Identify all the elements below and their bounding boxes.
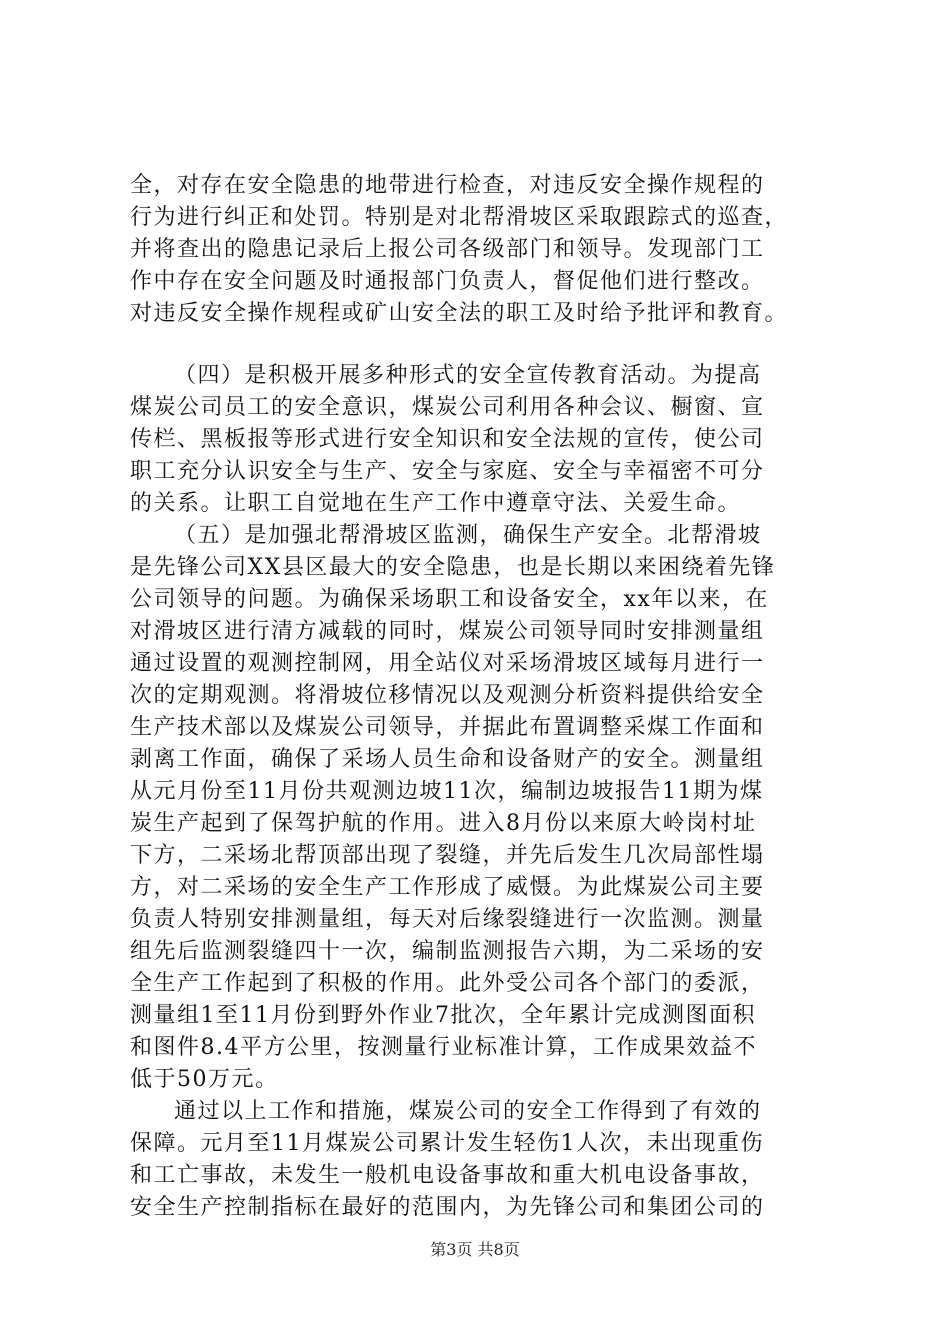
text-line: 炭生产起到了保驾护航的作用。进入8月份以来原大岭岗村址 bbox=[130, 811, 757, 836]
paragraph-gap bbox=[130, 330, 838, 360]
text-line: 煤炭公司员工的安全意识，煤炭公司利用各种会议、橱窗、宣 bbox=[130, 395, 765, 420]
text-line: 生产技术部以及煤炭公司领导，并据此布置调整采煤工作面和 bbox=[130, 715, 765, 740]
text-line: 保障。元月至11月煤炭公司累计发生轻伤1人次，未出现重伤 bbox=[130, 1131, 764, 1156]
text-line: 是先锋公司XX县区最大的安全隐患，也是长期以来困绕着先锋 bbox=[130, 555, 776, 580]
text-line: （五）是加强北帮滑坡区监测，确保生产安全。北帮滑坡 bbox=[174, 523, 762, 548]
text-line: 负责人特别安排测量组，每天对后缘裂缝进行一次监测。测量 bbox=[130, 907, 765, 932]
text-line: 次的定期观测。将滑坡位移情况以及观测分析资料提供给安全 bbox=[130, 683, 765, 708]
text-line: 和工亡事故，未发生一般机电设备事故和重大机电设备事故， bbox=[130, 1163, 765, 1188]
text-line: 公司领导的问题。为确保采场职工和设备安全，xx年以来，在 bbox=[130, 587, 769, 612]
text-line: 职工充分认识安全与生产、安全与家庭、安全与幸福密不可分 bbox=[130, 459, 765, 484]
text-line: 剥离工作面，确保了采场人员生命和设备财产的安全。测量组 bbox=[130, 747, 765, 772]
text-line: （四）是积极开展多种形式的安全宣传教育活动。为提高 bbox=[174, 363, 762, 388]
text-line: 对违反安全操作规程或矿山安全法的职工及时给予批评和教育。 bbox=[130, 301, 789, 326]
text-line: 通过以上工作和措施，煤炭公司的安全工作得到了有效的 bbox=[174, 1099, 762, 1124]
text-line: 全，对存在安全隐患的地带进行检查，对违反安全操作规程的 bbox=[130, 173, 765, 198]
text-line: 并将查出的隐患记录后上报公司各级部门和领导。发现部门工 bbox=[130, 237, 765, 262]
text-line: 行为进行纠正和处罚。特别是对北帮滑坡区采取跟踪式的巡查， bbox=[130, 205, 789, 230]
text-line: 方，对二采场的安全生产工作形成了威慑。为此煤炭公司主要 bbox=[130, 875, 765, 900]
text-line: 通过设置的观测控制网，用全站仪对采场滑坡区域每月进行一 bbox=[130, 651, 765, 676]
text-line: 对滑坡区进行清方减载的同时，煤炭公司领导同时安排测量组 bbox=[130, 619, 765, 644]
text-line: 测量组1至11月份到野外作业7批次，全年累计完成测图面积 bbox=[130, 1003, 756, 1028]
text-line: 和图件8.4平方公里，按测量行业标准计算，工作成果效益不 bbox=[130, 1035, 757, 1060]
text-line: 传栏、黑板报等形式进行安全知识和安全法规的宣传，使公司 bbox=[130, 427, 765, 452]
text-line: 组先后监测裂缝四十一次，编制监测报告六期，为二采场的安 bbox=[130, 939, 765, 964]
text-line: 安全生产控制指标在最好的范围内，为先锋公司和集团公司的 bbox=[130, 1195, 765, 1220]
text-line: 低于50万元。 bbox=[130, 1067, 279, 1092]
text-line: 的关系。让职工自觉地在生产工作中遵章守法、关爱生命。 bbox=[130, 491, 742, 516]
body-text bbox=[130, 170, 838, 1224]
text-line: 全生产工作起到了积极的作用。此外受公司各个部门的委派， bbox=[130, 971, 765, 996]
page-number-footer: 第3页 共8页 bbox=[430, 1240, 520, 1259]
text-line: 从元月份至11月份共观测边坡11次，编制边坡报告11期为煤 bbox=[130, 779, 764, 804]
text-line: 作中存在安全问题及时通报部门负责人，督促他们进行整改。 bbox=[130, 269, 765, 294]
text-line: 下方，二采场北帮顶部出现了裂缝，并先后发生几次局部性塌 bbox=[130, 843, 765, 868]
